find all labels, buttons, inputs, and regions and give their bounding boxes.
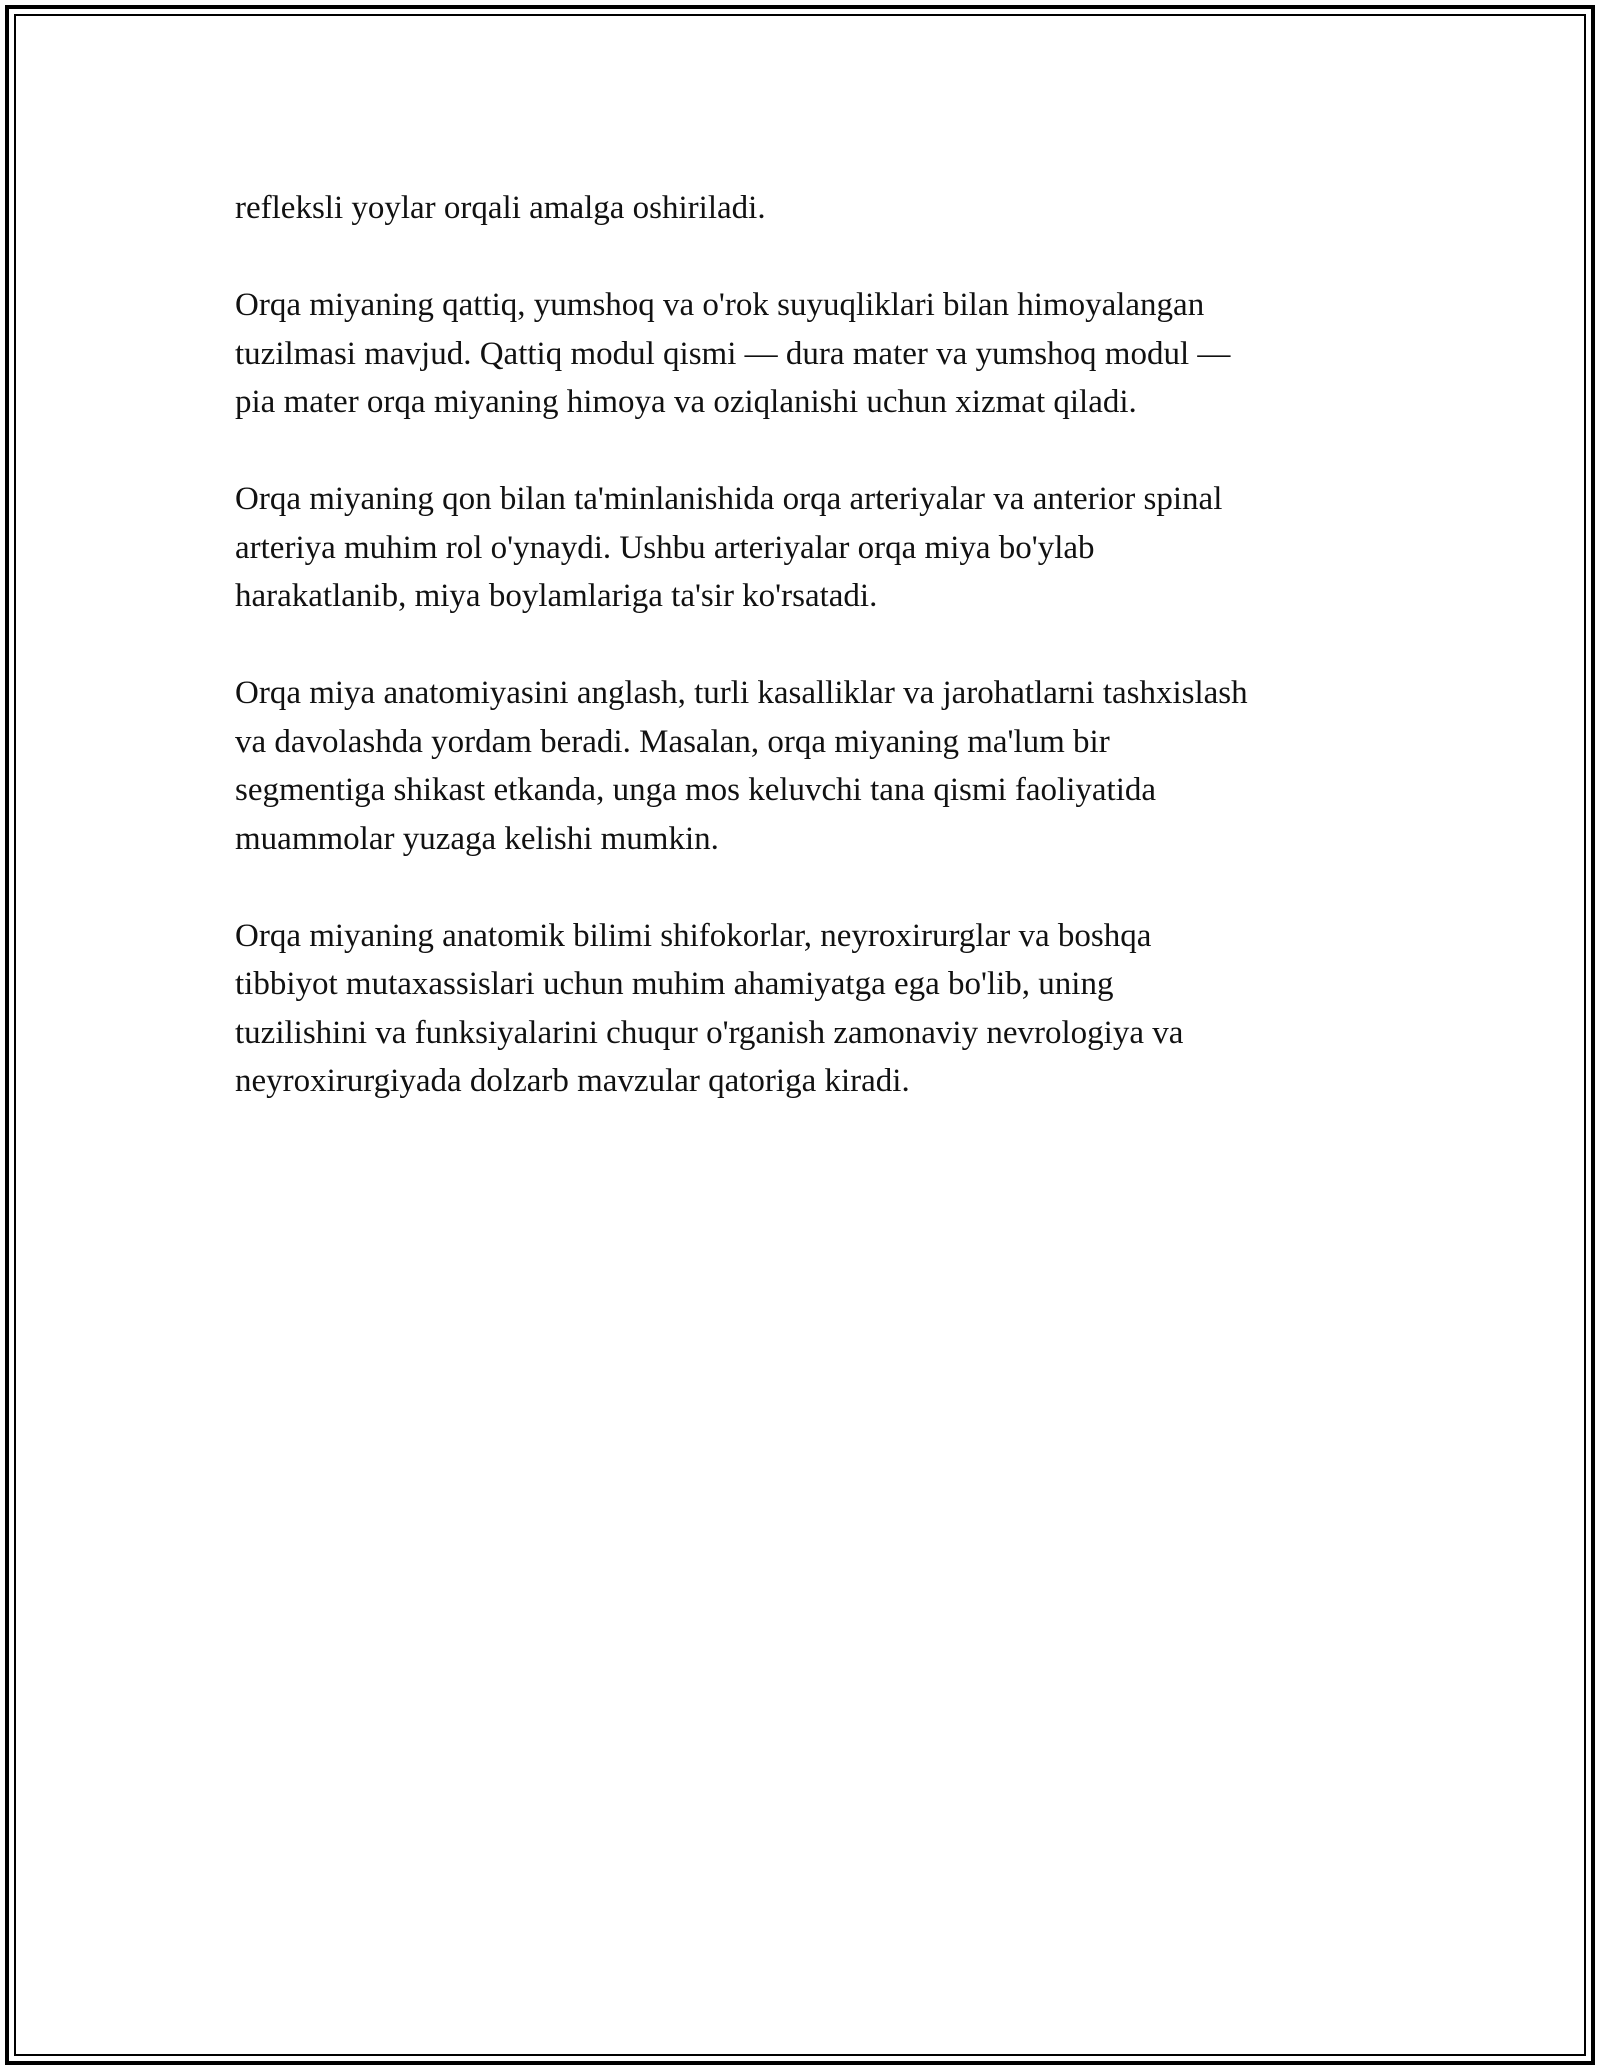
paragraph-5: Orqa miyaning anatomik bilimi shifokorlar, neyroxirurglar va boshqa tibbiyot mutaxassislari uchun muhim ahamiyatga ega bo'lib, uning tuzilishini va funksiyalarini chuqur o'rganish zamonaviy nevrologiya va neyroxirurgiyada dolzarb mavzular qatoriga kiradi. (235, 917, 1184, 1099)
paragraph-2: Orqa miyaning qattiq, yumshoq va o'rok suyuqliklari bilan himoyalangan tuzilmasi mavjud. Qattiq modul qismi — dura mater va yumshoq modul — pia mater orqa miyaning himoya va oziqlanishi uchun xizmat qiladi. (235, 287, 1231, 420)
paragraph-4: Orqa miya anatomiyasini anglash, turli kasalliklar va jarohatlarni tashxislash va davolashda yordam beradi. Masalan, orqa miyaning ma'lum bir segmentiga shikast etkanda, unga mos keluvchi tana qismi faoliyatida muammolar yuzaga kelishi mumkin. (235, 675, 1248, 857)
paragraph-3: Orqa miyaning qon bilan ta'minlanishida orqa arteriyalar va anterior spinal arteriya muhim rol o'ynaydi. Ushbu arteriyalar orqa miya bo'ylab harakatlanib, miya boylamlariga ta'sir ko'rsatadi. (235, 481, 1223, 614)
paragraph-1: refleksli yoylar orqali amalga oshiriladi. (235, 190, 766, 226)
document-body (235, 184, 1395, 1154)
